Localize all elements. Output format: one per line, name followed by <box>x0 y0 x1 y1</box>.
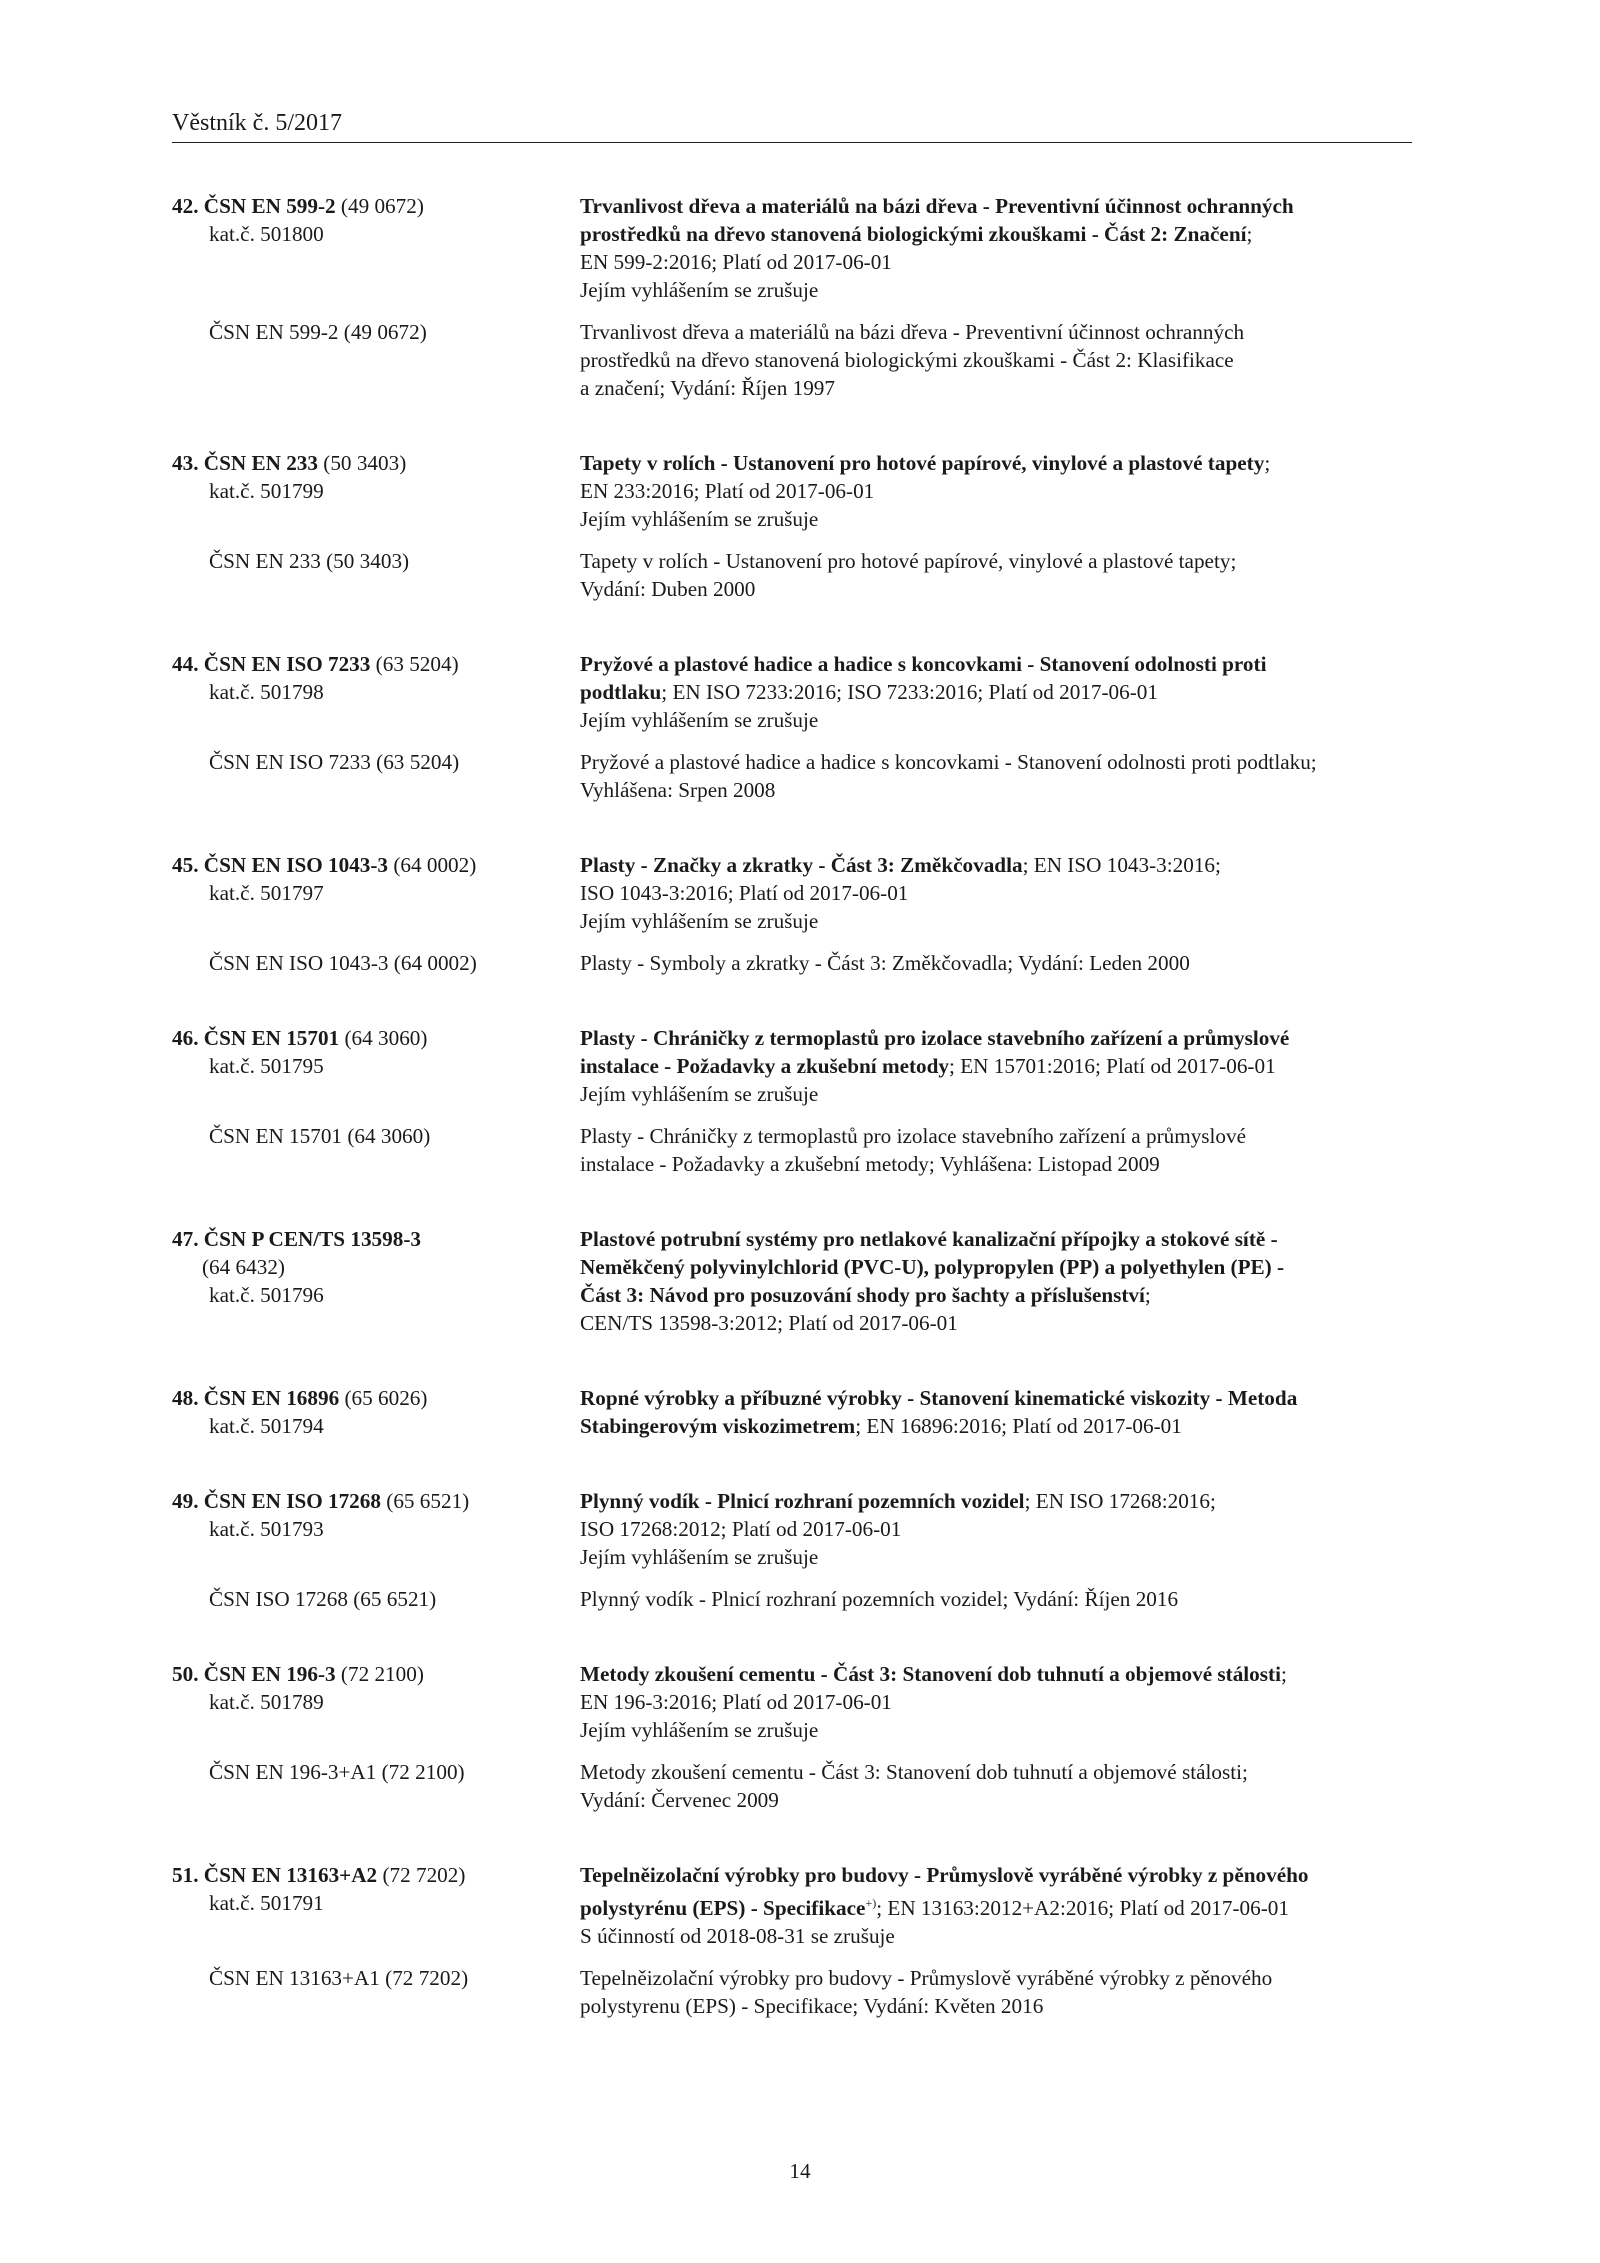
replaced-description-line: instalace - Požadavky a zkušební metody; Vyhlášena: Listopad 2009 <box>580 1152 1160 1176</box>
replaced-standard-row <box>172 1585 1412 1613</box>
replaced-description-line: Trvanlivost dřeva a materiálů na bázi dřeva - Preventivní účinnost ochranných <box>580 320 1245 344</box>
replaced-description-line: Vydání: Duben 2000 <box>580 577 756 601</box>
description-line <box>580 1080 1412 1108</box>
standard-title: prostředků na dřevo stanovená biologickými zkouškami - Část 2: Značení <box>580 222 1247 246</box>
entry-heading <box>172 1489 381 1513</box>
entry-number: 50. <box>172 1662 199 1686</box>
replaced-description-line: Plasty - Symboly a zkratky - Část 3: Změkčovadla; Vydání: Leden 2000 <box>580 951 1190 975</box>
replaced-description-line: Metody zkoušení cementu - Část 3: Stanovení dob tuhnutí a objemové stálosti; <box>580 1760 1248 1784</box>
entry-number: 45. <box>172 853 199 877</box>
replaced-standard-row <box>172 949 1412 977</box>
catalog-number: kat.č. 501797 <box>209 881 324 905</box>
entry-number: 49. <box>172 1489 199 1513</box>
page-number: 14 <box>789 2159 811 2183</box>
description-line <box>580 1253 1412 1281</box>
standard-description <box>580 1660 1412 1744</box>
replaced-standard-description <box>580 318 1412 402</box>
designation-line <box>172 1024 580 1052</box>
replaced-standard-designation <box>172 748 580 804</box>
description-line <box>580 1515 1412 1543</box>
entry-heading <box>172 1227 421 1251</box>
replaced-standard-description <box>580 748 1412 804</box>
standard-entry <box>172 1487 1412 1613</box>
entry-heading <box>172 1662 336 1686</box>
standard-description <box>580 1024 1412 1108</box>
description-line <box>580 851 1412 879</box>
standard-code: ČSN EN 599-2 <box>203 194 336 218</box>
replaced-description-line: Vydání: Červenec 2009 <box>580 1788 779 1812</box>
catalog-number: kat.č. 501795 <box>209 1054 324 1078</box>
entry-heading <box>172 853 388 877</box>
classification-code: (72 7202) <box>382 1863 466 1887</box>
catalog-number: kat.č. 501794 <box>209 1414 324 1438</box>
classification-code: (72 2100) <box>340 1662 424 1686</box>
replaced-standard-description <box>580 1585 1412 1613</box>
standard-code: ČSN P CEN/TS 13598-3 <box>203 1227 421 1251</box>
standard-info: Jejím vyhlášením se zrušuje <box>580 708 819 732</box>
replaced-description-line: a značení; Vydání: Říjen 1997 <box>580 376 835 400</box>
standard-info: ; EN 16896:2016; Platí od 2017-06-01 <box>855 1414 1182 1438</box>
replaced-description-line: Tapety v rolích - Ustanovení pro hotové papírové, vinylové a plastové tapety; <box>580 549 1237 573</box>
description-line <box>580 1716 1412 1744</box>
replaced-standard-description <box>580 1964 1412 2020</box>
replaced-standard-row <box>172 1758 1412 1814</box>
standard-info: EN 599-2:2016; Platí od 2017-06-01 <box>580 250 892 274</box>
standard-info: ; <box>1144 1283 1151 1307</box>
replaced-standard-designation <box>172 949 580 977</box>
replaced-description-line: Vyhlášena: Srpen 2008 <box>580 778 776 802</box>
designation-line <box>172 1384 580 1412</box>
entry-number: 43. <box>172 451 199 475</box>
standard-title: instalace - Požadavky a zkušební metody <box>580 1054 950 1078</box>
entry-number: 51. <box>172 1863 199 1887</box>
designation-line <box>172 851 580 879</box>
journal-header <box>172 108 1412 143</box>
designation-line <box>172 192 580 220</box>
standard-description <box>580 851 1412 935</box>
replaced-standard-row <box>172 1122 1412 1178</box>
replaced-standard-code: ČSN EN 15701 (64 3060) <box>209 1124 431 1148</box>
new-standard-row <box>172 1660 1412 1744</box>
standard-designation <box>172 1861 580 1950</box>
description-line <box>580 1309 1412 1337</box>
standard-designation <box>172 1384 580 1440</box>
designation-line <box>172 1487 580 1515</box>
entry-number: 46. <box>172 1026 199 1050</box>
standard-code: ČSN EN ISO 17268 <box>203 1489 381 1513</box>
standard-info: ; EN ISO 1043-3:2016; <box>1022 853 1221 877</box>
description-line <box>580 1543 1412 1571</box>
replaced-standard-description <box>580 949 1412 977</box>
replaced-description-line: polystyrenu (EPS) - Specifikace; Vydání: Květen 2016 <box>580 1994 1044 2019</box>
entry-number: 42. <box>172 194 199 218</box>
standard-entry <box>172 1384 1412 1440</box>
replaced-description-line: Pryžové a plastové hadice a hadice s koncovkami - Stanovení odolnosti proti podtlaku; <box>580 750 1317 774</box>
standards-list <box>172 192 1412 2067</box>
description-line <box>580 1660 1412 1688</box>
replaced-description-line: Plynný vodík - Plnicí rozhraní pozemních vozidel; Vydání: Říjen 2016 <box>580 1587 1179 1611</box>
standard-info: ; EN ISO 17268:2016; <box>1024 1489 1216 1513</box>
description-line <box>580 1281 1412 1309</box>
new-standard-row <box>172 192 1412 304</box>
new-standard-row <box>172 650 1412 734</box>
entry-heading <box>172 1863 377 1887</box>
classification-code: (64 6432) <box>202 1255 285 1279</box>
standard-code: ČSN EN 15701 <box>203 1026 340 1050</box>
standard-info: ; <box>1246 222 1253 246</box>
standard-title: podtlaku <box>580 680 662 704</box>
new-standard-row <box>172 1861 1412 1950</box>
standard-info: ; <box>1280 1662 1287 1686</box>
new-standard-row <box>172 851 1412 935</box>
standard-info: Jejím vyhlášením se zrušuje <box>580 1545 819 1569</box>
description-line <box>580 248 1412 276</box>
entry-heading <box>172 1026 339 1050</box>
new-standard-row <box>172 1487 1412 1571</box>
designation-line <box>172 1225 580 1253</box>
classification-code: (49 0672) <box>340 194 424 218</box>
standard-designation <box>172 192 580 304</box>
standard-description <box>580 192 1412 304</box>
entry-number: 44. <box>172 652 199 676</box>
designation-line <box>172 1861 580 1889</box>
entry-number: 48. <box>172 1386 199 1410</box>
description-line <box>580 192 1412 220</box>
designation-line <box>172 650 580 678</box>
journal-title: Věstník č. 5/2017 <box>172 110 342 136</box>
catalog-number: kat.č. 501799 <box>209 479 324 503</box>
standard-info: ; EN 15701:2016; Platí od 2017-06-01 <box>949 1054 1276 1078</box>
description-line <box>580 879 1412 907</box>
standard-title: Plynný vodík - Plnicí rozhraní pozemních vozidel <box>580 1489 1025 1513</box>
standard-code: ČSN EN 233 <box>203 451 318 475</box>
standard-info: Jejím vyhlášením se zrušuje <box>580 909 819 933</box>
standard-title: Plasty - Značky a zkratky - Část 3: Změkčovadla <box>580 853 1023 877</box>
classification-code: (64 0002) <box>393 853 477 877</box>
standard-info: EN 196-3:2016; Platí od 2017-06-01 <box>580 1690 892 1714</box>
description-line <box>580 907 1412 935</box>
new-standard-row <box>172 1024 1412 1108</box>
entry-heading <box>172 451 318 475</box>
standard-info: Jejím vyhlášením se zrušuje <box>580 1082 819 1106</box>
standard-title: Trvanlivost dřeva a materiálů na bázi dřeva - Preventivní účinnost ochranných <box>580 194 1294 218</box>
entry-heading <box>172 194 336 218</box>
new-standard-row <box>172 1225 1412 1337</box>
replaced-standard-designation <box>172 1758 580 1814</box>
description-line <box>580 1024 1412 1052</box>
description-line <box>580 678 1412 706</box>
description-line <box>580 1861 1412 1889</box>
classification-code: (65 6521) <box>386 1489 470 1513</box>
description-line <box>580 1412 1412 1440</box>
replaced-standard-designation <box>172 1964 580 2020</box>
standard-code: ČSN EN ISO 1043-3 <box>203 853 389 877</box>
standard-info: ; <box>1264 451 1271 475</box>
standard-title: Metody zkoušení cementu - Část 3: Stanovení dob tuhnutí a objemové stálosti <box>580 1662 1281 1686</box>
standard-info: CEN/TS 13598-3:2012; Platí od 2017-06-01 <box>580 1311 958 1335</box>
standard-info: Jejím vyhlášením se zrušuje <box>580 278 819 302</box>
standard-code: ČSN EN 16896 <box>203 1386 340 1410</box>
standard-designation <box>172 851 580 935</box>
replaced-standard-code: ČSN EN 196-3+A1 (72 2100) <box>209 1760 465 1784</box>
standard-description <box>580 1225 1412 1337</box>
standard-code: ČSN EN 13163+A2 <box>203 1863 378 1887</box>
replaced-standard-designation <box>172 1585 580 1613</box>
standard-entry <box>172 1024 1412 1178</box>
replaced-standard-description <box>580 1758 1412 1814</box>
description-line <box>580 449 1412 477</box>
description-line <box>580 1889 1412 1922</box>
description-line <box>580 706 1412 734</box>
standard-title: Plastové potrubní systémy pro netlakové kanalizační přípojky a stokové sítě - <box>580 1227 1278 1251</box>
standard-info: ISO 1043-3:2016; Platí od 2017-06-01 <box>580 881 909 905</box>
replaced-standard-code: ČSN EN 599-2 (49 0672) <box>209 320 427 344</box>
standard-title: Plasty - Chráničky z termoplastů pro izolace stavebního zařízení a průmyslové <box>580 1026 1290 1050</box>
standard-designation <box>172 1225 580 1337</box>
classification-code: (50 3403) <box>323 451 407 475</box>
standard-title: Stabingerovým viskozimetrem <box>580 1414 856 1438</box>
replaced-standard-designation <box>172 318 580 402</box>
standard-title: Tepelněizolační výrobky pro budovy - Průmyslově vyráběné výrobky z pěnového <box>580 1863 1309 1887</box>
classification-code: (64 3060) <box>344 1026 428 1050</box>
footnote-mark: +) <box>865 1896 877 1910</box>
description-line <box>580 650 1412 678</box>
standard-designation <box>172 1487 580 1571</box>
description-line <box>580 1052 1412 1080</box>
standard-entry <box>172 1861 1412 2020</box>
replaced-standard-description <box>580 1122 1412 1178</box>
standard-designation <box>172 1024 580 1108</box>
standard-title: Neměkčený polyvinylchlorid (PVC-U), polypropylen (PP) a polyethylen (PE) - <box>580 1255 1285 1279</box>
replaced-standard-row <box>172 748 1412 804</box>
standard-entry <box>172 1660 1412 1814</box>
classification-code: (63 5204) <box>375 652 459 676</box>
standard-title: polystyrénu (EPS) - Specifikace <box>580 1896 866 1921</box>
entry-number: 47. <box>172 1227 199 1251</box>
catalog-number: kat.č. 501796 <box>209 1283 324 1307</box>
replaced-standard-code: ČSN EN 13163+A1 (72 7202) <box>209 1966 469 1991</box>
standard-title: Část 3: Návod pro posuzování shody pro šachty a příslušenství <box>580 1283 1145 1307</box>
standard-info: ; EN ISO 7233:2016; ISO 7233:2016; Platí od 2017-06-01 <box>661 680 1158 704</box>
standard-code: ČSN EN 196-3 <box>203 1662 336 1686</box>
designation-line <box>172 449 580 477</box>
classification-code: (65 6026) <box>344 1386 428 1410</box>
replaced-description-line: Tepelněizolační výrobky pro budovy - Průmyslově vyráběné výrobky z pěnového <box>580 1966 1273 1991</box>
standard-entry <box>172 650 1412 804</box>
standard-info: ; EN 13163:2012+A2:2016; Platí od 2017-06-01 <box>876 1896 1289 1921</box>
replaced-standard-designation <box>172 547 580 603</box>
catalog-number: kat.č. 501791 <box>209 1891 324 1915</box>
entry-heading <box>172 652 370 676</box>
replaced-description-line: Plasty - Chráničky z termoplastů pro izolace stavebního zařízení a průmyslové <box>580 1124 1247 1148</box>
description-line <box>580 1384 1412 1412</box>
standard-title: Pryžové a plastové hadice a hadice s koncovkami - Stanovení odolnosti proti <box>580 652 1267 676</box>
description-line <box>580 1922 1412 1950</box>
standard-info: Jejím vyhlášením se zrušuje <box>580 507 819 531</box>
description-line <box>580 505 1412 533</box>
replaced-standard-code: ČSN EN 233 (50 3403) <box>209 549 410 573</box>
description-line <box>580 1688 1412 1716</box>
catalog-number: kat.č. 501800 <box>209 222 324 246</box>
standard-info: EN 233:2016; Platí od 2017-06-01 <box>580 479 875 503</box>
replaced-standard-row <box>172 1964 1412 2020</box>
description-line <box>580 220 1412 248</box>
standard-description <box>580 1384 1412 1440</box>
replaced-standard-code: ČSN EN ISO 7233 (63 5204) <box>209 750 460 774</box>
standard-entry <box>172 851 1412 977</box>
catalog-number: kat.č. 501793 <box>209 1517 324 1541</box>
standard-description <box>580 449 1412 533</box>
replaced-standard-row <box>172 547 1412 603</box>
standard-description <box>580 650 1412 734</box>
designation-line <box>172 1660 580 1688</box>
standard-entry <box>172 449 1412 603</box>
standard-designation <box>172 650 580 734</box>
standard-title: Tapety v rolích - Ustanovení pro hotové papírové, vinylové a plastové tapety <box>580 451 1265 475</box>
standard-entry <box>172 192 1412 402</box>
replaced-standard-code: ČSN EN ISO 1043-3 (64 0002) <box>209 951 477 975</box>
standard-description <box>580 1487 1412 1571</box>
entry-heading <box>172 1386 339 1410</box>
standard-entry <box>172 1225 1412 1337</box>
catalog-number: kat.č. 501789 <box>209 1690 324 1714</box>
description-line <box>580 1487 1412 1515</box>
standard-info: S účinností od 2018-08-31 se zrušuje <box>580 1924 895 1949</box>
description-line <box>580 1225 1412 1253</box>
replaced-description-line: prostředků na dřevo stanovená biologickými zkouškami - Část 2: Klasifikace <box>580 348 1234 372</box>
new-standard-row <box>172 449 1412 533</box>
standard-designation <box>172 449 580 533</box>
catalog-number: kat.č. 501798 <box>209 680 324 704</box>
standard-description <box>580 1861 1412 1950</box>
replaced-standard-row <box>172 318 1412 402</box>
replaced-standard-description <box>580 547 1412 603</box>
standard-info: ISO 17268:2012; Platí od 2017-06-01 <box>580 1517 902 1541</box>
replaced-standard-designation <box>172 1122 580 1178</box>
standard-title: Ropné výrobky a příbuzné výrobky - Stanovení kinematické viskozity - Metoda <box>580 1386 1298 1410</box>
description-line <box>580 276 1412 304</box>
standard-code: ČSN EN ISO 7233 <box>203 652 371 676</box>
standard-info: Jejím vyhlášením se zrušuje <box>580 1718 819 1742</box>
description-line <box>580 477 1412 505</box>
replaced-standard-code: ČSN ISO 17268 (65 6521) <box>209 1587 437 1611</box>
new-standard-row <box>172 1384 1412 1440</box>
standard-designation <box>172 1660 580 1744</box>
